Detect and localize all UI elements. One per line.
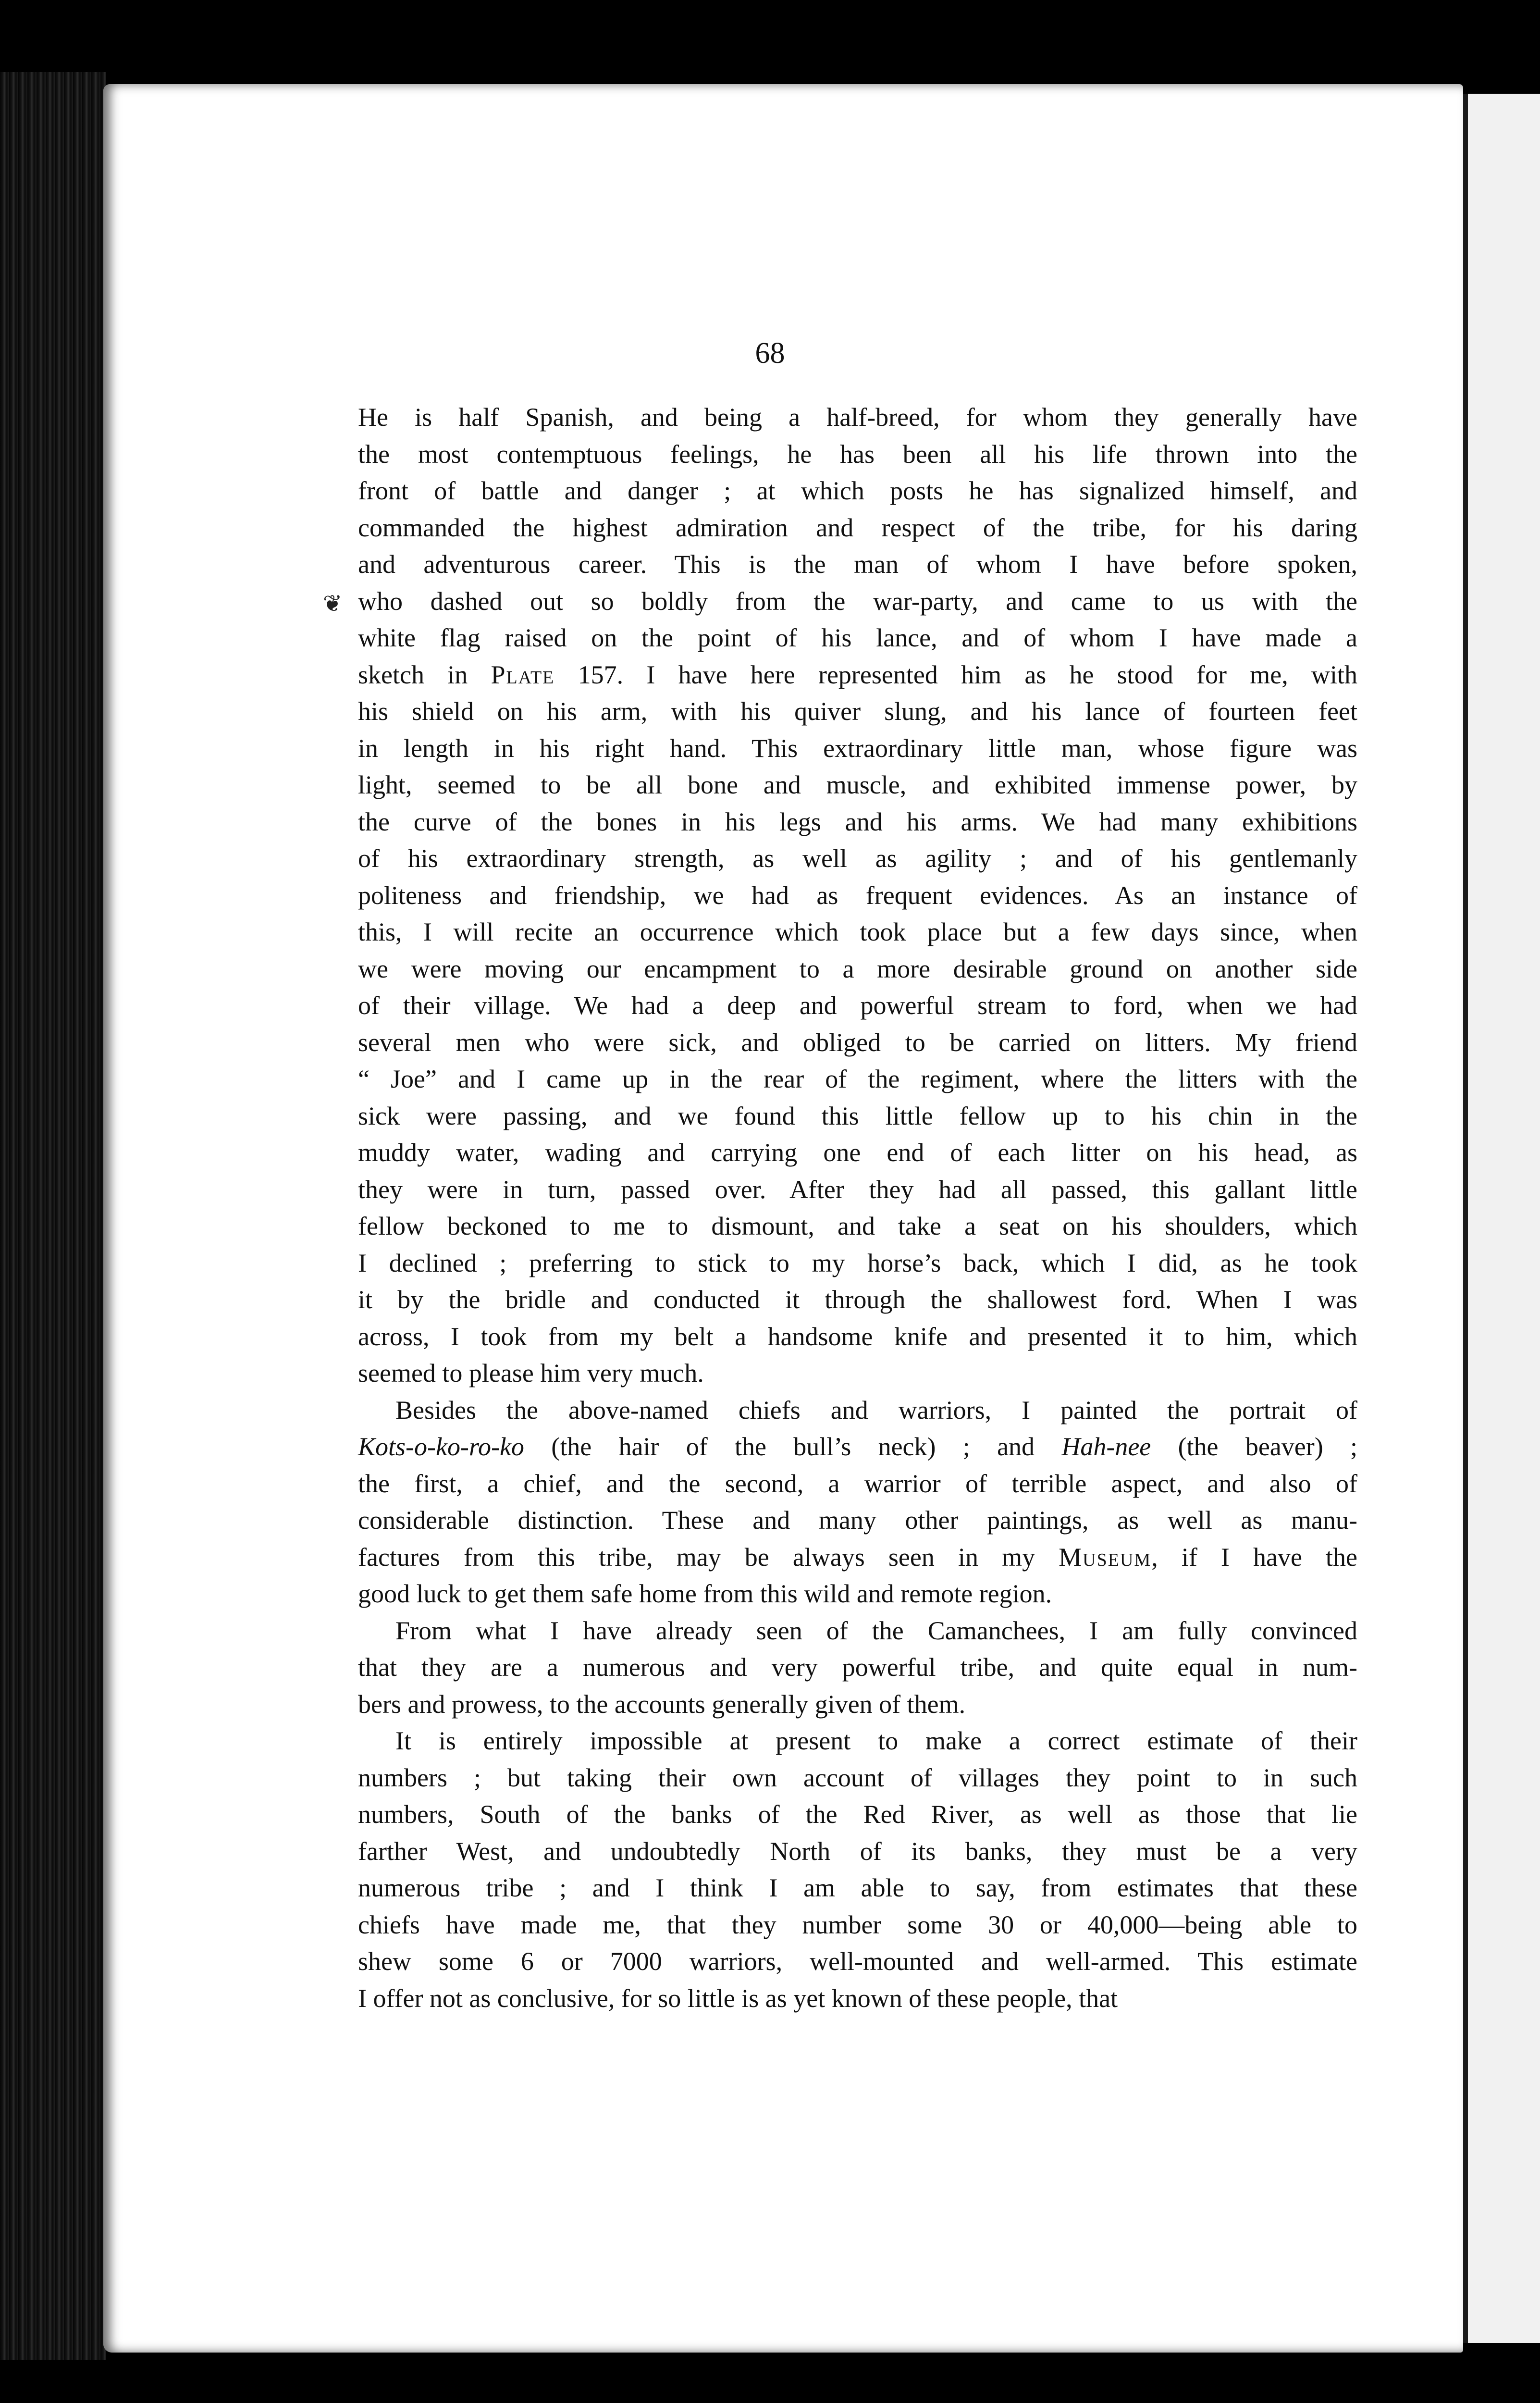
text-line: they were in turn, passed over. After they had all passed, this gallant little	[358, 1175, 1357, 1204]
text-line: chiefs have made me, that they number some 30 or 40,000—being able to	[358, 1910, 1357, 1939]
text-line: front of battle and danger ; at which posts he has signalized himself, and	[358, 476, 1357, 505]
text-line: sketch in Plate 157. I have here represented him as he stood for me, with	[358, 660, 1357, 689]
text-line: He is half Spanish, and being a half-breed, for whom they generally have	[358, 403, 1357, 432]
text-line: light, seemed to be all bone and muscle, and exhibited immense power, by	[358, 770, 1357, 799]
text-line: of his extraordinary strength, as well as agility ; and of his gentlemanly	[358, 844, 1357, 873]
text-line: “ Joe” and I came up in the rear of the regiment, where the litters with the	[358, 1065, 1357, 1093]
text-line: the first, a chief, and the second, a warrior of terrible aspect, and also of	[358, 1469, 1357, 1498]
text-line: white flag raised on the point of his lance, and of whom I have made a	[358, 623, 1357, 652]
text-line: several men who were sick, and obliged to be carried on litters. My friend	[358, 1028, 1357, 1057]
text-line: of their village. We had a deep and powerful stream to ford, when we had	[358, 991, 1357, 1020]
next-page-edge	[1463, 94, 1540, 2343]
paragraph	[358, 399, 1357, 1392]
text-line: bers and prowess, to the accounts generally given of them.	[358, 1689, 966, 1719]
text-line: across, I took from my belt a handsome knife and presented it to him, which	[358, 1322, 1357, 1351]
text-line: muddy water, wading and carrying one end of each litter on his head, as	[358, 1138, 1357, 1167]
text-line: It is entirely impossible at present to make a correct estimate of their	[395, 1726, 1357, 1755]
text-line: this, I will recite an occurrence which took place but a few days since, when	[358, 917, 1357, 946]
body-text	[358, 399, 1357, 2017]
text-line: farther West, and undoubtedly North of its banks, they must be a very	[358, 1836, 1357, 1866]
text-line: shew some 6 or 7000 warriors, well-mounted and well-armed. This estimate	[358, 1947, 1357, 1976]
book-binding	[0, 72, 106, 2360]
text-line: Kots-o-ko-ro-ko (the hair of the bull’s neck) ; and Hah-nee (the beaver) ;	[358, 1432, 1357, 1461]
text-line: in length in his right hand. This extraordinary little man, whose figure was	[358, 733, 1357, 763]
text-line: his shield on his arm, with his quiver slung, and his lance of fourteen feet	[358, 697, 1357, 726]
text-line: politeness and friendship, we had as frequent evidences. As an instance of	[358, 880, 1357, 910]
text-line: who dashed out so boldly from the war-party, and came to us with the	[358, 586, 1357, 616]
text-line: it by the bridle and conducted it through the shallowest ford. When I was	[358, 1285, 1357, 1314]
text-line: fellow beckoned to me to dismount, and take a seat on his shoulders, which	[358, 1212, 1357, 1240]
text-line: I declined ; preferring to stick to my horse’s back, which I did, as he took	[358, 1248, 1357, 1277]
text-line: commanded the highest admiration and respect of the tribe, for his daring	[358, 513, 1357, 542]
page-number: 68	[755, 337, 785, 370]
text-line: factures from this tribe, may be always seen in my Museum, if I have the	[358, 1542, 1357, 1572]
text-line: Besides the above-named chiefs and warriors, I painted the portrait of	[395, 1395, 1357, 1424]
text-line: we were moving our encampment to a more desirable ground on another side	[358, 954, 1357, 983]
text-line: considerable distinction. These and many other paintings, as well as manu-	[358, 1506, 1357, 1535]
text-line: numbers, South of the banks of the Red River, as well as those that lie	[358, 1800, 1357, 1829]
printer-flourish-icon: ❦	[323, 590, 343, 617]
text-line: I offer not as conclusive, for so little is as yet known of these people, that	[358, 1983, 1118, 2013]
text-line: sick were passing, and we found this little fellow up to his chin in the	[358, 1101, 1357, 1130]
paragraph	[358, 1612, 1357, 1723]
paragraph	[358, 1722, 1357, 2017]
text-line: numerous tribe ; and I think I am able to say, from estimates that these	[358, 1873, 1357, 1902]
text-line: that they are a numerous and very powerful tribe, and quite equal in num-	[358, 1653, 1357, 1682]
text-line: the curve of the bones in his legs and his arms. We had many exhibitions	[358, 807, 1357, 836]
paragraph	[358, 1392, 1357, 1612]
text-line: seemed to please him very much.	[358, 1359, 704, 1387]
text-line: good luck to get them safe home from this wild and remote region.	[358, 1579, 1052, 1608]
text-line: and adventurous career. This is the man of whom I have before spoken,	[358, 550, 1357, 579]
text-line: numbers ; but taking their own account of villages they point to in such	[358, 1763, 1357, 1792]
text-line: the most contemptuous feelings, he has been all his life thrown into the	[358, 439, 1357, 469]
text-line: From what I have already seen of the Camanchees, I am fully convinced	[395, 1616, 1357, 1645]
